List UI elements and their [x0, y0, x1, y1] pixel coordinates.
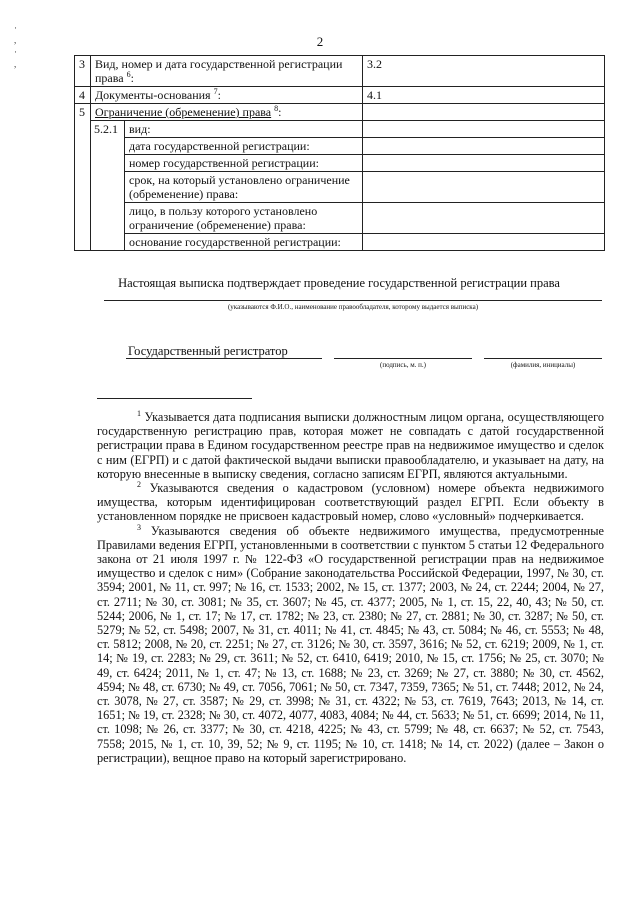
footnote: $^3$ Указываются сведения об объекте недвижимого имущества, предусмотренные Правилами ведения ЕГРП, установленными в соответствии с пунктом 5 статьи 12 Федерального закона от 21 июля 1997 г. № 122-ФЗ «О государственной регистрации прав на недвижимое имущество и сделок с ним» (Собрание законодательства Российской Федерации, 1997, № 30, ст. 3594; 2001, № 11, ст. 997; № 16, ст. 1533; 2002, № 15, ст. 1377; 2003, № 24, ст. 2244; 2004, № 27, ст. 2711; № 30, ст. 3081; № 35, ст. 3607; № 45, ст. 4377; 2005, № 1, ст. 15, 22, 40, 43; № 50, ст. 5244; 2006, № 1, ст. 17; № 17, ст. 1782; № 23, ст. 2380; № 27, ст. 2881; № 30, ст. 3287; № 50, ст. 5279; № 52, ст. 5498; 2007, № 31, ст. 4011; № 41, ст. 4845; № 43, ст. 5084; № 46, ст. 5553; № 48, ст. 5812; 2008, № 20, ст. 2251; № 27, ст. 3126; № 30, ст. 3597, 3616; № 52, ст. 6219; 2009, № 1, ст. 14; № 19, ст. 2283; № 29, ст. 3611; № 52, ст. 6410, 6419; 2010, № 15, ст. 1756; № 25, ст. 3070; № 49, ст. 6424; 2011, № 1, ст. 47; № 13, ст. 1688; № 23, ст. 3269; № 27, ст. 3880; № 30, ст. 4562, 4594; № 48, ст. 6730; № 49, ст. 7056, 7061; № 50, ст. 7347, 7359, 7365; № 51, ст. 7448; 2012, № 24, ст. 3078, № 27, ст. 3587; № 29, ст. 3998; № 31, ст. 4322; № 53, ст. 7619, 7643; 2013, № 14, ст. 1651; № 19, ст. 2328; № 30, ст. 4072, 4077, 4083, 4084; № 44, ст. 5633; № 51, ст. 6699; 2014, № 11, ст. 1098; № 26, ст. 3377; № 30, ст. 4218, 4225; № 43, ст. 5799; № 48, ст. 6637; № 52, ст. 7543, 7558; 2015, № 1, ст. 10, 39, 52; № 9, ст. 1195; № 10, ст. 1418; № 14, ст. 2022) (далее – Закон о регистрации), вещное право на который зарегистрировано.: [97, 522, 604, 765]
margin-mark: ,: [14, 59, 17, 69]
subrow-label: лицо, в пользу которого установлено ограничение (обременение) права:: [125, 203, 363, 234]
table-row: [75, 138, 605, 155]
margin-mark: ·: [14, 47, 17, 57]
row-value: 4.1: [363, 87, 605, 104]
page-number: 2: [316, 34, 324, 49]
margin-mark: ,: [14, 35, 17, 45]
table-row: [75, 104, 605, 121]
registrar-underline: [126, 358, 322, 359]
subrow-label: основание государственной регистрации:: [125, 234, 363, 251]
row-number: 4: [75, 87, 91, 104]
holder-line: [104, 300, 602, 301]
table-row: [75, 203, 605, 234]
registrar-label: Государственный регистратор: [128, 344, 288, 358]
subrow-label: срок, на который установлено ограничение (обременение) права:: [125, 172, 363, 203]
footnote: $^1$ Указывается дата подписания выписки должностным лицом органа, осуществляющего государственную регистрацию прав, которая может не совпадать с датой государственной регистрации права в Едином государственном реестре прав на недвижимое имущество и сделок с ним (ЕГРП) и с датой фактической выдачи выписки правообладателю, и указывает на дату, на которую внесенные в выписку сведения, согласно записям ЕГРП, являются актуальными.: [97, 408, 604, 481]
footnote-ref: 7: [213, 87, 218, 96]
subrow-label: номер государственной регистрации:: [125, 155, 363, 172]
row-value: [363, 104, 605, 121]
table-row: [75, 56, 605, 87]
footnote: $^2$ Указываются сведения о кадастровом (условном) номере объекта недвижимого имущества, которым идентифицирован соответствующий раздел ЕГРП. Если объекту в установленном порядке не присвоен кадастровый номер, слово «условный» подчеркивается.: [97, 479, 605, 524]
row-value: [363, 203, 605, 234]
row-label: Ограничение (обременение) права $^8$:: [91, 104, 363, 121]
row-value: [363, 155, 605, 172]
name-caption: (фамилия, инициалы): [510, 361, 576, 369]
row-label: Документы-основания $^7$:: [91, 87, 363, 104]
table-row: [75, 121, 605, 138]
subrow-label: дата государственной регистрации:: [125, 138, 363, 155]
table-row: [75, 87, 605, 104]
table-row: [75, 234, 605, 251]
row-value: [363, 138, 605, 155]
subrow-number: 5.2.1: [91, 121, 125, 251]
table-row: [75, 172, 605, 203]
signature-line: [334, 358, 472, 359]
footnotes: [97, 410, 604, 765]
holder-caption: (указываются Ф.И.О., наименование правообладателя, которому выдается выписка): [227, 303, 479, 311]
subrow-label: вид:: [125, 121, 363, 138]
footnote-ref: 8: [274, 104, 279, 113]
footnote-ref: 6: [126, 70, 131, 79]
signature-caption: (подпись, м. п.): [380, 361, 426, 369]
margin-mark: ·: [14, 23, 17, 33]
registration-table: [74, 55, 605, 251]
row-value: [363, 172, 605, 203]
table-row: [75, 155, 605, 172]
row-value: [363, 121, 605, 138]
row-label: Вид, номер и дата государственной регистрации права $^6$:: [91, 56, 363, 87]
row-value: 3.2: [363, 56, 605, 87]
name-line: [484, 358, 602, 359]
confirmation-text: Настоящая выписка подтверждает проведение государственной регистрации права: [118, 276, 560, 290]
row-value: [363, 234, 605, 251]
row-number: 5: [75, 104, 91, 251]
row-number: 3: [75, 56, 91, 87]
footnote-separator: [97, 398, 252, 399]
